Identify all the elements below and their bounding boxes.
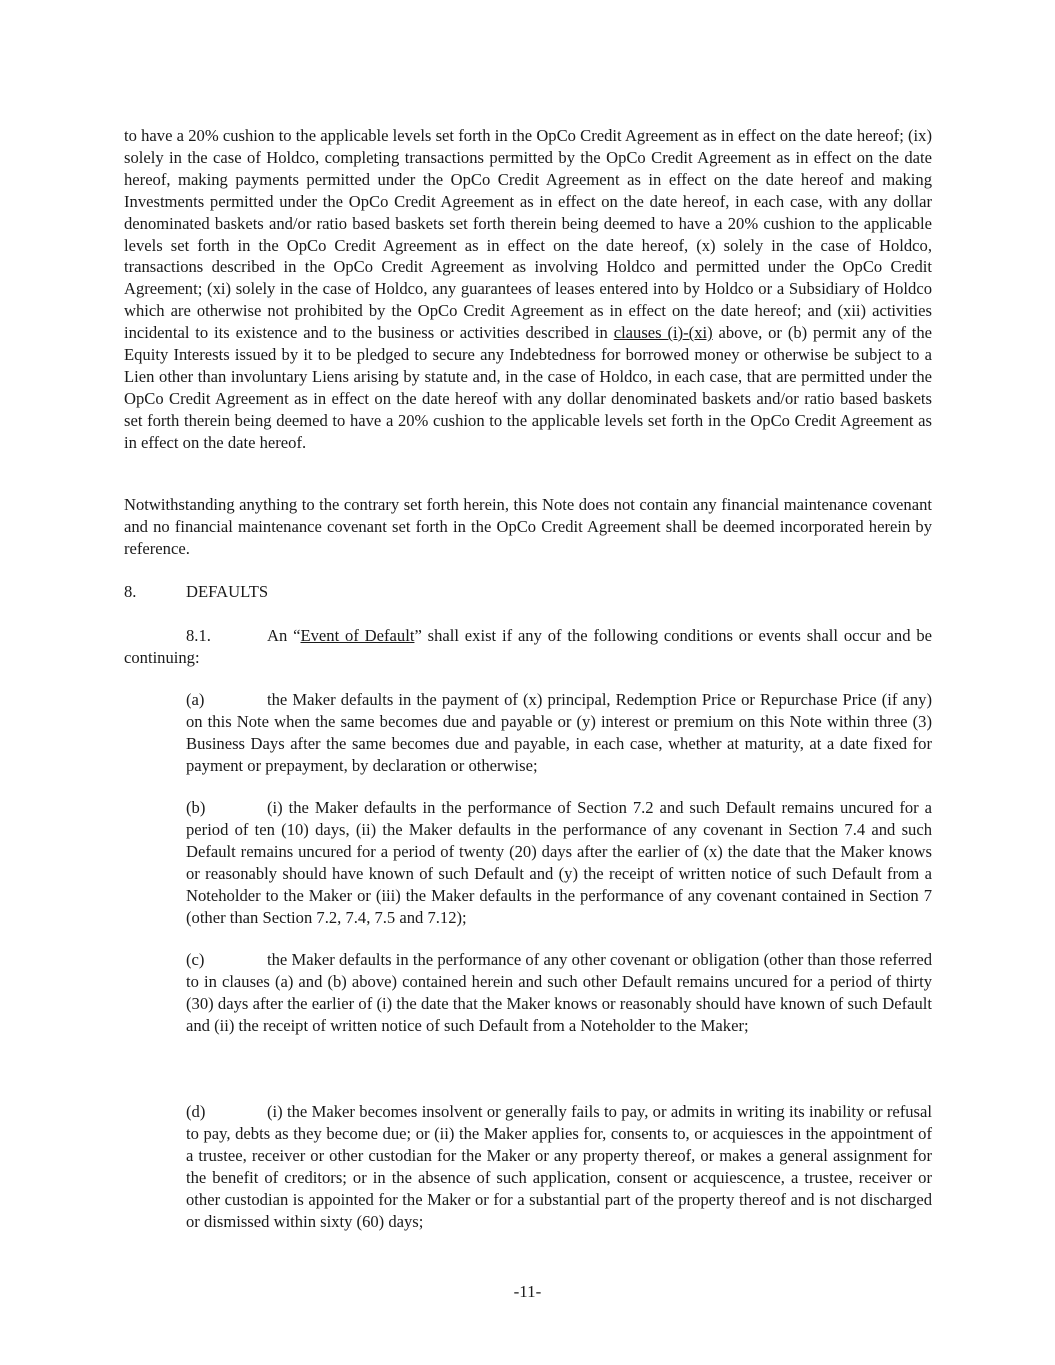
paragraph-continuation xyxy=(124,125,932,454)
clause-text: the Maker defaults in the performance of any other covenant or obligation (other than those referred to in clauses (a) and (b) above) contained herein and such other Default remains uncured for a period of thirty (30) days after the earlier of (i) the date that the Maker knows or reasonably should have known of such Default and (ii) the receipt of written notice of such Default from a Noteholder to the Maker; xyxy=(186,950,932,1035)
section-number: 8. xyxy=(124,582,137,601)
defined-term: Event of Default xyxy=(300,626,415,645)
subsection-text-end: ” shall exist if any of the following conditions or events shall occur and be continuing: xyxy=(124,626,932,667)
paragraph-text: to have a 20% cushion to the applicable levels set forth in the OpCo Credit Agreement as in effect on the date hereof; (ix) solely in the case of Holdco, completing transactions permitted by the OpCo Credit Agreement as in effect on the date hereof, making payments permitted under the OpCo Credit Agreement as in effect on the date hereof and making Investments permitted under the OpCo Credit Agreement as in effect on the date hereof, in each case, with any dollar denominated baskets and/or ratio based baskets set forth therein being deemed to have a 20% cushion to the applicable levels set forth in the OpCo Credit Agreement as in effect on the date hereof, (x) solely in the case of Holdco, transactions described in the OpCo Credit Agreement as involving Holdco and permitted under the OpCo Credit Agreement; (xi) solely in the case of Holdco, any guarantees of leases entered into by Holdco or a Subsidiary of Holdco which are otherwise not prohibited by the OpCo Credit Agreement as in effect on the date hereof; and (xii) activities incidental to its existence and to the business or activities described in xyxy=(124,126,932,343)
clause-b xyxy=(186,797,932,928)
clause-text: (i) the Maker defaults in the performance of Section 7.2 and such Default remains uncured for a period of ten (10) days, (ii) the Maker defaults in the performance of any covenant in Section 7.4 and such Default remains uncured for a period of twenty (20) days after the earlier of (x) the date that the Maker knows or reasonably should have known of such Default and (y) the receipt of written notice of such Default from a Noteholder to the Maker or (iii) the Maker defaults in the performance of any covenant contained in Section 7 (other than Section 7.2, 7.4, 7.5 and 7.12); xyxy=(186,798,932,927)
notwithstanding-paragraph: Notwithstanding anything to the contrary set forth herein, this Note does not contain any financial maintenance covenant and no financial maintenance covenant set forth in the OpCo Credit Agreement shall be deemed incorporated herein by reference. xyxy=(124,495,932,558)
clause-letter: (a) xyxy=(186,690,205,709)
clause-text: (i) the Maker becomes insolvent or generally fails to pay, or admits in writing its inability or refusal to pay, debts as they become due; or (ii) the Maker applies for, consents to, or acquiesces in the appointment of a trustee, receiver or other custodian for the Maker or any property thereof, or makes a general assignment for the benefit of creditors; or in the absence of such application, consent or acquiescence, a trustee, receiver or other custodian is appointed for the Maker or for a substantial part of the property thereof and is not discharged or dismissed within sixty (60) days; xyxy=(186,1102,932,1231)
clause-d xyxy=(186,1101,932,1232)
paragraph-text-end: above, or (b) permit any of the Equity Interests issued by it to be pledged to secure any Indebtedness for borrowed money or otherwise be subject to a Lien other than involuntary Liens arising by statute and, in the case of Holdco, in each case, that are permitted under the OpCo Credit Agreement as in effect on the date hereof with any dollar denominated baskets and/or ratio based baskets set forth therein being deemed to have a 20% cushion to the applicable levels set forth in the OpCo Credit Agreement as in effect on the date hereof. xyxy=(124,323,932,452)
subsection-text-start: An “ xyxy=(267,626,301,645)
section-heading xyxy=(124,581,268,603)
section-title: DEFAULTS xyxy=(186,582,269,601)
page-number: -11- xyxy=(513,1282,542,1301)
clause-reference-link: clauses (i)-(xi) xyxy=(613,323,713,343)
subsection-number: 8.1. xyxy=(186,626,211,645)
subsection-8-1 xyxy=(124,625,932,669)
clause-text: the Maker defaults in the payment of (x) principal, Redemption Price or Repurchase Price (if any) on this Note when the same becomes due and payable or (y) interest or premium on this Note within three (3) Business Days after the same becomes due and payable, in each case, whether at maturity, at a date fixed for payment or prepayment, by declaration or otherwise; xyxy=(186,690,932,775)
clause-c xyxy=(186,949,932,1037)
clause-letter: (b) xyxy=(186,798,206,817)
clause-a xyxy=(186,689,932,777)
clause-letter: (d) xyxy=(186,1102,206,1121)
clause-letter: (c) xyxy=(186,950,205,969)
